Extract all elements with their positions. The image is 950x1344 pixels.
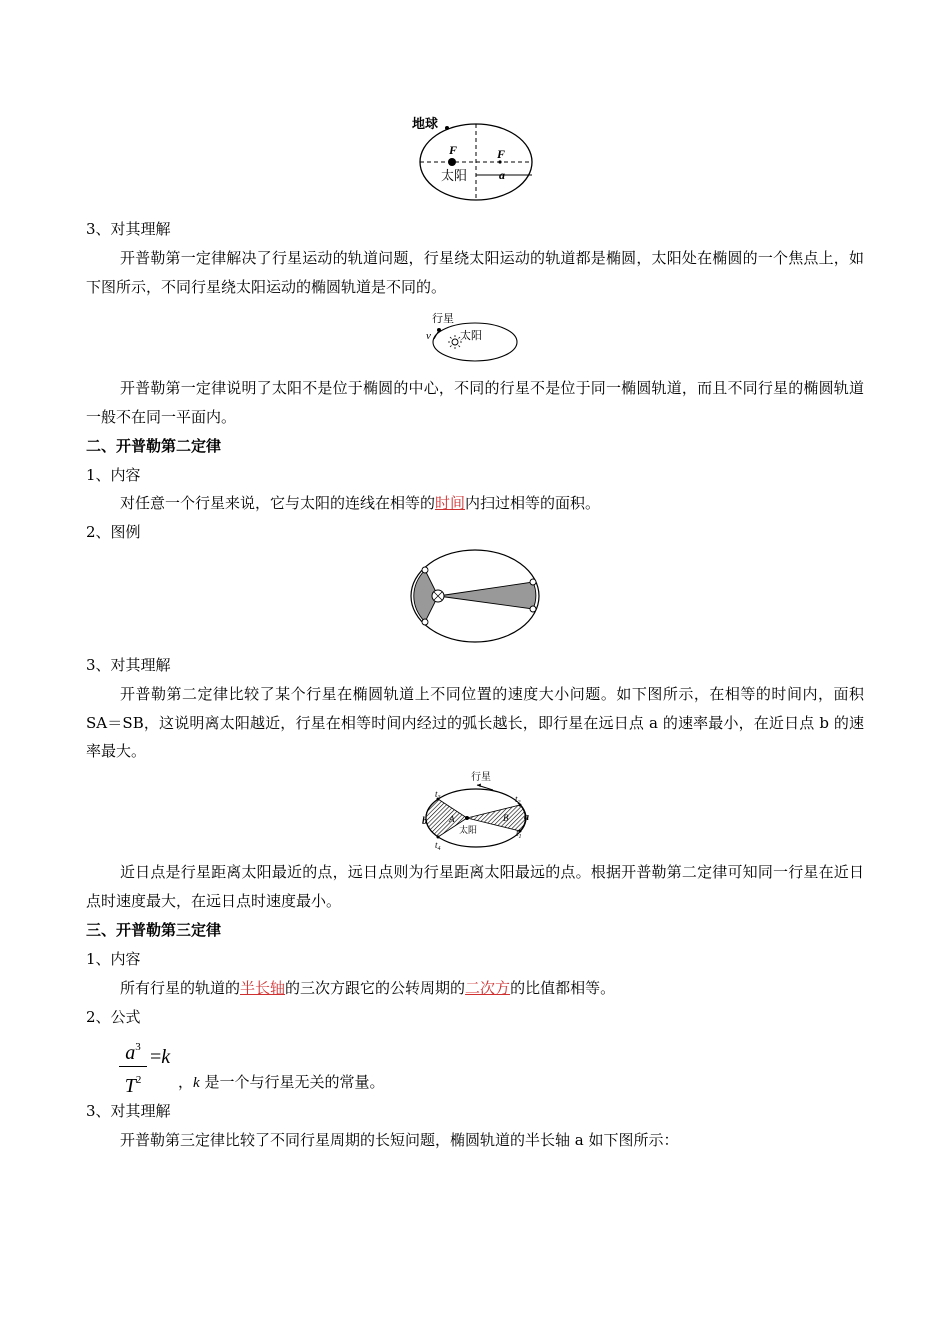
label-t1: $t_1$ [516,828,522,840]
velocity-arrow [434,332,438,339]
sun-symbol [452,339,458,345]
formula-fraction: $a^3$ $T^2$ [118,1034,148,1099]
section3-understanding-heading: 3、对其理解 [86,1102,171,1120]
figure-planet-sun [420,308,520,364]
label-t2: $t_2$ [515,794,521,806]
section1-para2: 开普勒第一定律说明了太阳不是位于椭圆的中心，不同的行星不是位于同一椭圆轨道，而且不同行星的椭圆轨道一般不在同一平面内。 [86,379,864,426]
label-sun: 太阳 [459,826,478,836]
label-v: v [426,330,431,342]
sun-dot [465,816,469,820]
section3-formula-heading: 2、公式 [86,1008,141,1026]
section3-title: 三、开普勒第三定律 [86,921,222,939]
highlight-semi-major-axis: 半长轴 [240,979,286,997]
label-B: B [503,813,509,823]
section2-title: 二、开普勒第二定律 [86,437,222,455]
highlight-time: 时间 [435,494,466,512]
sun-dot [448,158,456,166]
label-b: b [422,816,427,827]
section1-understanding-heading: 3、对其理解 [86,220,171,238]
label-f2: F [497,147,506,161]
label-planet: 行星 [432,312,454,325]
section3-para1: 开普勒第三定律比较了不同行星周期的长短问题，椭圆轨道的半长轴 a 如下图所示： [120,1131,679,1149]
label-sun: 太阳 [441,169,468,184]
section2-para2: 近日点是行星距离太阳最近的点，远日点则为行星距离太阳最远的点。根据开普勒第二定律可知同一行星在近日点时速度最大，在远日点时速度最小。 [86,863,864,910]
formula-note: ，k 是一个与行星无关的常量。 [178,1073,385,1091]
section1-para1: 开普勒第一定律解决了行星运动的轨道问题，行星绕太阳运动的轨道都是椭圆，太阳处在椭圆的一个焦点上，如下图所示，不同行星绕太阳运动的椭圆轨道是不同的。 [86,249,864,296]
planet-dot [437,328,441,332]
section2-content: 对任意一个行星来说，它与太阳的连线在相等的时间内扫过相等的面积。 [120,494,601,512]
label-A: A [449,814,455,824]
section3-content: 所有行星的轨道的半长轴的三次方跟它的公转周期的二次方的比值都相等。 [120,979,616,997]
label-a: a [499,168,505,182]
section2-para1: 开普勒第二定律比较了某个行星在椭圆轨道上不同位置的速度大小问题。如下图所示，在相等的时间内，面积 SA＝SB，这说明离太阳越近，行星在相等时间内经过的弧长越长，即行星在远日点 a 的速率最小，在近日点 b 的速率最大。 [86,685,864,760]
highlight-square: 二次方 [465,979,511,997]
point-2 [422,619,428,625]
sector-right [438,582,536,609]
section3-content-heading: 1、内容 [86,950,141,968]
section2-understanding-heading: 3、对其理解 [86,656,171,674]
formula-rhs: =k [150,1046,171,1068]
earth-dot [445,126,449,130]
point-1 [422,567,428,573]
label-t4: $t_4$ [435,840,441,852]
label-planet: 行星 [471,772,491,783]
figure-equal-areas [405,544,545,646]
label-a: a [524,812,529,823]
point-4 [530,606,536,612]
label-earth: 地球 [412,117,439,132]
figure-hatched-sectors [415,768,540,854]
label-sun: 太阳 [460,329,482,342]
figure-earth-orbit [408,112,548,208]
point-3 [530,579,536,585]
section2-diagram-heading: 2、图例 [86,523,141,541]
section2-content-heading: 1、内容 [86,466,141,484]
label-t3: $t_3$ [435,789,441,801]
label-f1: F [449,143,458,157]
